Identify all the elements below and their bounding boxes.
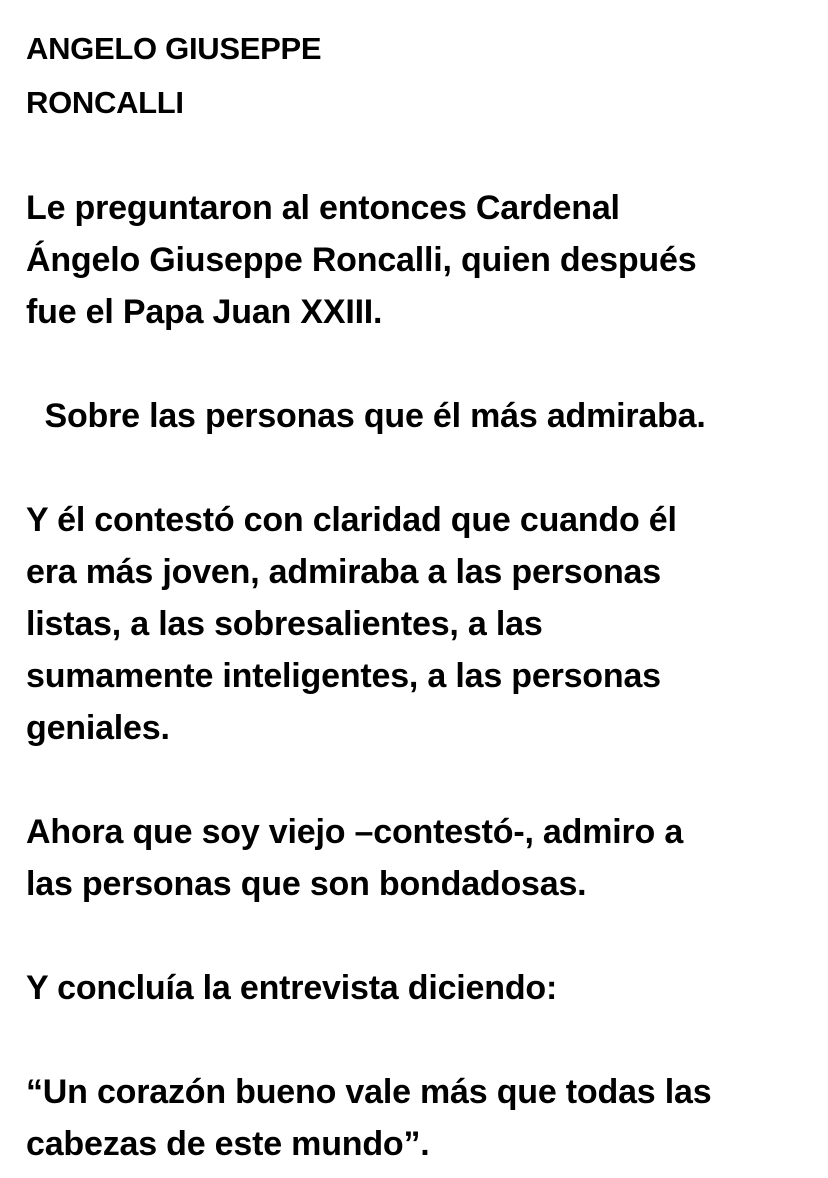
paragraph-quote: “Un corazón bueno vale más que todas las cabezas de este mundo”.: [26, 1073, 712, 1163]
paragraph-old-age-answer: Ahora que soy viejo –contestó-, admiro a las personas que son bondadosas.: [26, 813, 684, 903]
paragraph-youth-answer: Y él contestó con claridad que cuando él era más joven, admiraba a las personas listas, a las sobresalientes, a las sumamente inteligentes, a las personas geniales.: [26, 501, 677, 747]
document-body: [26, 22, 816, 1170]
paragraph-spacer: [26, 130, 816, 182]
paragraph-topic: Sobre las personas que él más admiraba.: [26, 397, 706, 435]
document-title-line-1: ANGELO GIUSEPPE: [26, 31, 322, 66]
paragraph-spacer: [26, 910, 816, 962]
paragraph-conclusion-intro: Y concluía la entrevista diciendo:: [26, 969, 558, 1007]
paragraph-spacer: [26, 338, 816, 390]
paragraph-spacer: [26, 442, 816, 494]
paragraph-question: Le preguntaron al entonces Cardenal Ángelo Giuseppe Roncalli, quien después fue el Papa Juan XXIII.: [26, 189, 697, 331]
paragraph-spacer: [26, 754, 816, 806]
document-title-line-2: RONCALLI: [26, 85, 184, 120]
paragraph-spacer: [26, 1014, 816, 1066]
